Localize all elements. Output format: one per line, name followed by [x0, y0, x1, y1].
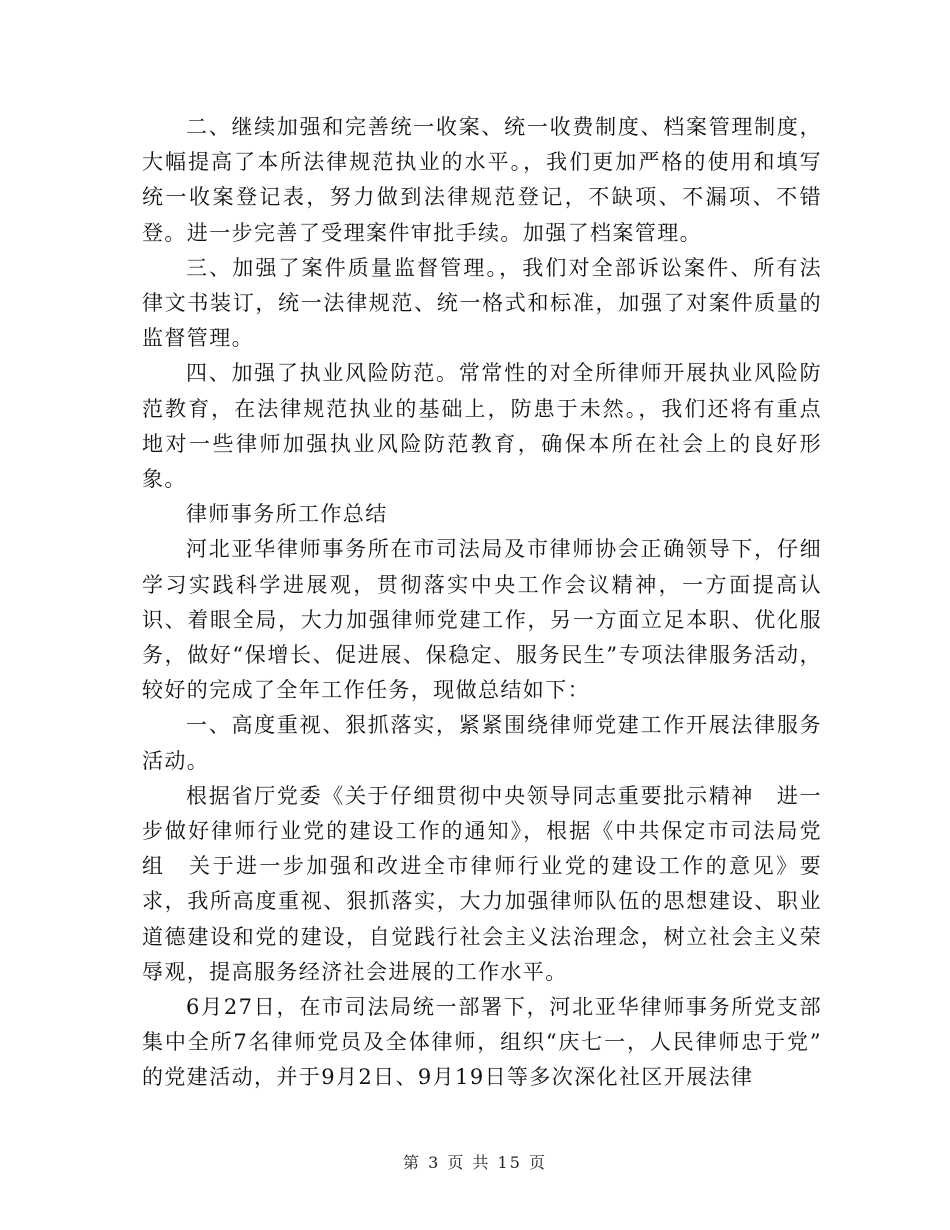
document-body — [142, 110, 822, 1096]
page-number-footer: 第 3 页 共 15 页 — [403, 1153, 547, 1172]
paragraph-section-three: 三、加强了案件质量监督管理。，我们对全部诉讼案件、所有法律文书装订，统一法律规范、统一格式和标准，加强了对案件质量的监督管理。 — [142, 255, 822, 351]
paragraph-activity: 6月27日，在市司法局统一部署下，河北亚华律师事务所党支部集中全所7名律师党员及全体律师，组织“庆七一，人民律师忠于党” 的党建活动，并于9月2日、9月19日等多次深化社区开展法律 — [142, 995, 822, 1090]
paragraph-section-four: 四、加强了执业风险防范。常常性的对全所律师开展执业风险防范教育，在法律规范执业的基础上，防患于未然。，我们还将有重点地对一些律师加强执业风险防范教育，确保本所在社会上的良好形象。 — [142, 361, 822, 492]
paragraph-point-one: 一、高度重视、狠抓落实，紧紧围绕律师党建工作开展法律服务活动。 — [142, 713, 822, 773]
paragraph-basis: 根据省厅党委《关于仔细贯彻中央领导同志重要批示精神 进一步做好律师行业党的建设工作的通知》，根据《中共保定市司法局党组 关于进一步加强和改进全市律师行业党的建设工作的意见》要求，我所高度重视、狠抓落实，大力加强律师队伍的思想建设、职业道德建设和党的建设，自觉践行社会主义法治理念，树立社会主义荣辱观，提高服务经济社会进展的工作水平。 — [142, 783, 822, 984]
paragraph-section-two: 二、继续加强和完善统一收案、统一收费制度、档案管理制度，大幅提高了本所法律规范执业的水平。，我们更加严格的使用和填写统一收案登记表，努力做到法律规范登记，不缺项、不漏项、不错登。进一步完善了受理案件审批手续。加强了档案管理。 — [142, 115, 822, 245]
paragraph-intro: 河北亚华律师事务所在市司法局及市律师协会正确领导下，仔细学习实践科学进展观，贯彻落实中央工作会议精神，一方面提高认识、着眼全局，大力加强律师党建工作，另一方面立足本职、优化服务，做好“保增长、促进展、保稳定、服务民生”专项法律服务活动，较好的完成了全年工作任务，现做总结如下： — [142, 537, 822, 703]
section-heading: 律师事务所工作总结 — [186, 502, 388, 527]
